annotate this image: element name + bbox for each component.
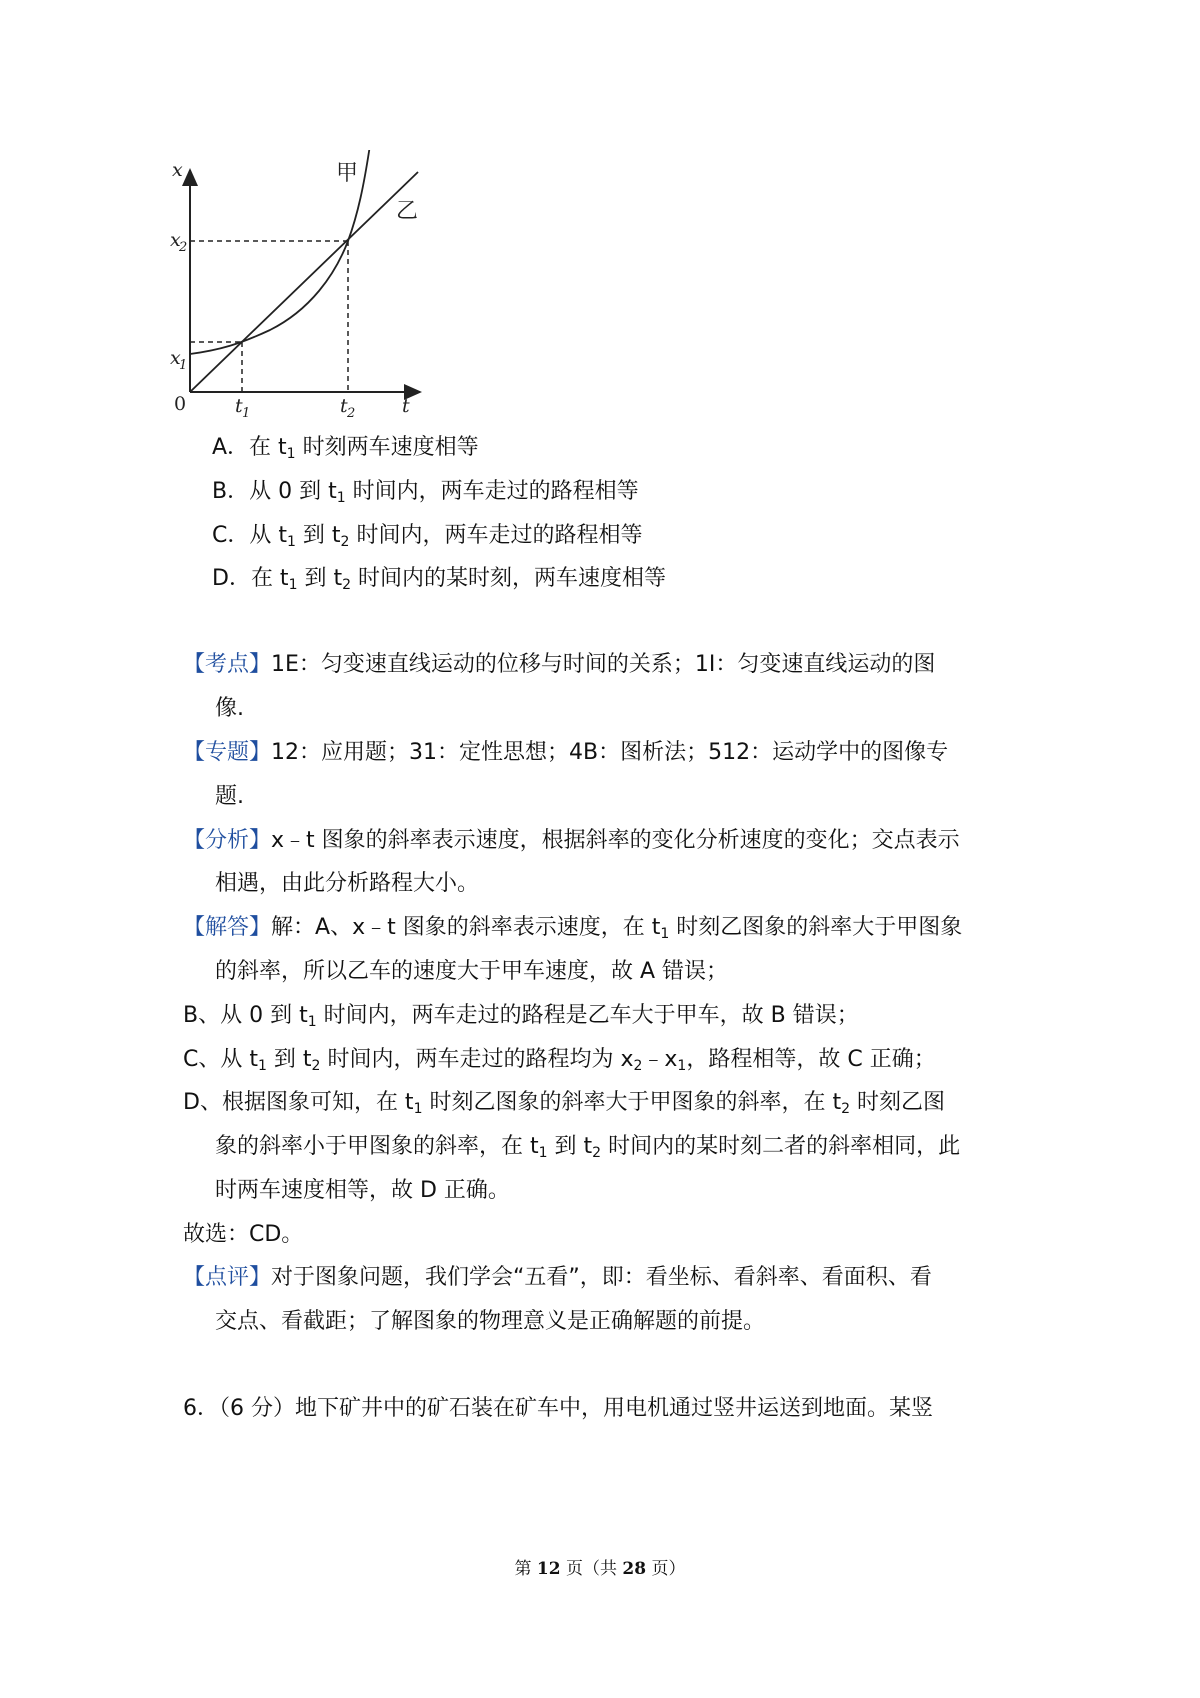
jieda-line2: 的斜率，所以乙车的速度大于甲车速度，故 A 错误； [215, 959, 729, 984]
jieda-c-text: C、从 t [183, 1047, 258, 1072]
curve-yi-line [190, 172, 418, 392]
zhuanti-text: 12：应用题；31：定性思想；4B：图析法；512：运动学中的图像专 [271, 740, 949, 765]
jieda-d1-text: D、根据图象可知，在 t [183, 1090, 414, 1115]
footer-total-pages: 28 [622, 1559, 647, 1579]
jieda-c-sub1: 1 [257, 1058, 267, 1074]
jieda-d1-sub1: 1 [413, 1101, 423, 1117]
option-b [212, 477, 639, 507]
option-c-text-end: 时间内，两车走过的路程相等 [349, 523, 643, 548]
jieda-b-line [183, 1001, 859, 1031]
option-d-text: D．在 t [212, 566, 289, 591]
option-b-text-end: 时间内，两车走过的路程相等 [345, 479, 639, 504]
fenxi-line2: 相遇，由此分析路程大小。 [215, 871, 480, 896]
kaodian-text: 1E：匀变速直线运动的位移与时间的关系；1I：匀变速直线运动的图 [271, 652, 936, 677]
zhuanti-line1 [183, 738, 948, 768]
dianping-line1 [183, 1263, 932, 1293]
jieda-b-text-end: 时间内，两车走过的路程是乙车大于甲车，故 B 错误； [316, 1003, 859, 1028]
jieda-c-text-end: ，路程相等，故 C 正确； [686, 1047, 936, 1072]
footer-pre: 第 [514, 1559, 537, 1579]
kaodian-tag: 【考点】 [183, 652, 272, 677]
t2-label-sub: 2 [347, 406, 356, 421]
jieda-c-mid2: 时间内，两车走过的路程均为 x [320, 1047, 634, 1072]
jieda-d-line3: 时两车速度相等，故 D 正确。 [215, 1178, 510, 1203]
xt-graph [170, 150, 470, 460]
jieda-d2-text-end: 时间内的某时刻二者的斜率相同，此 [601, 1134, 961, 1159]
footer-mid: 页（共 [560, 1559, 623, 1579]
jieda-d-line1 [183, 1088, 945, 1118]
jieda-c-mid3: ﹣x [642, 1047, 678, 1072]
dianping-tag: 【点评】 [183, 1265, 272, 1290]
t2-label: t [340, 395, 348, 417]
jieda-c-sub3: 2 [633, 1058, 643, 1074]
jieda-d2-sub2: 2 [592, 1145, 602, 1161]
jieda-tag: 【解答】 [183, 915, 272, 940]
option-d-sub1: 1 [288, 577, 298, 593]
jieda-d1-sub2: 2 [841, 1101, 851, 1117]
curve-yi-label: 乙 [396, 199, 419, 224]
option-b-text: B．从 0 到 t [212, 479, 337, 504]
jieda-c-sub4: 1 [677, 1058, 687, 1074]
fenxi-line1 [183, 826, 960, 856]
jieda-b-text: B、从 0 到 t [183, 1003, 308, 1028]
x-axis-label: x [172, 159, 183, 181]
fenxi-text: x﹣t 图象的斜率表示速度，根据斜率的变化分析速度的变化；交点表示 [271, 828, 960, 853]
jieda-d2-text: 象的斜率小于甲图象的斜率，在 t [215, 1134, 539, 1159]
zhuanti-tag: 【专题】 [183, 740, 272, 765]
zhuanti-line2: 题. [215, 784, 244, 809]
footer-page-number: 12 [536, 1559, 561, 1579]
origin-label: 0 [174, 393, 187, 415]
page-footer [0, 1554, 1200, 1579]
t1-label: t [235, 395, 243, 417]
option-c [212, 521, 642, 551]
jieda-a1-sub: 1 [660, 926, 670, 942]
option-a [212, 433, 479, 463]
option-c-text: C．从 t [212, 523, 287, 548]
x2-label: x [170, 229, 181, 251]
x2-label-sub: 2 [179, 240, 188, 255]
jieda-line1 [183, 913, 962, 943]
option-a-sub: 1 [286, 446, 296, 462]
option-c-sub1: 1 [286, 534, 296, 550]
jieda-d2-mid: 到 t [547, 1134, 593, 1159]
x1-label: x [170, 347, 181, 369]
jieda-a1-text: 解：A、x﹣t 图象的斜率表示速度，在 t [271, 915, 661, 940]
kaodian-line1 [183, 650, 935, 680]
fenxi-tag: 【分析】 [183, 828, 272, 853]
jieda-c-line [183, 1045, 936, 1075]
t1-label-sub: 1 [242, 406, 251, 421]
option-c-sub2: 2 [340, 534, 350, 550]
option-a-text-end: 时刻两车速度相等 [295, 435, 479, 460]
option-d-sub2: 2 [342, 577, 352, 593]
option-c-mid: 到 t [295, 523, 341, 548]
option-a-text: A．在 t [212, 435, 287, 460]
jieda-c-mid: 到 t [266, 1047, 312, 1072]
x1-label-sub: 1 [179, 358, 188, 373]
xt-graph-svg [170, 150, 470, 460]
jieda-d-line2 [215, 1132, 960, 1162]
t-axis-label: t [402, 395, 410, 417]
jieda-d1-mid: 时刻乙图象的斜率大于甲图象的斜率，在 t [422, 1090, 842, 1115]
option-d-mid: 到 t [297, 566, 343, 591]
option-d-text-end: 时间内的某时刻，两车速度相等 [351, 566, 667, 591]
dianping-text: 对于图象问题，我们学会“五看”，即：看坐标、看斜率、看面积、看 [271, 1265, 932, 1290]
dianping-line2: 交点、看截距；了解图象的物理意义是正确解题的前提。 [215, 1309, 766, 1334]
kaodian-line2: 像. [215, 696, 244, 721]
jieda-a1-text-end: 时刻乙图象的斜率大于甲图象 [669, 915, 963, 940]
footer-post: 页） [646, 1559, 686, 1579]
answer-line: 故选：CD。 [183, 1222, 304, 1247]
next-question: 6．（6 分）地下矿井中的矿石装在矿车中，用电机通过竖井运送到地面。某竖 [183, 1396, 933, 1421]
option-d [212, 564, 666, 594]
option-b-sub: 1 [336, 490, 346, 506]
jieda-d1-text-end: 时刻乙图 [850, 1090, 946, 1115]
jieda-d2-sub1: 1 [538, 1145, 548, 1161]
curve-jia-label: 甲 [336, 161, 359, 186]
jieda-b-sub: 1 [307, 1014, 317, 1030]
jieda-c-sub2: 2 [311, 1058, 321, 1074]
